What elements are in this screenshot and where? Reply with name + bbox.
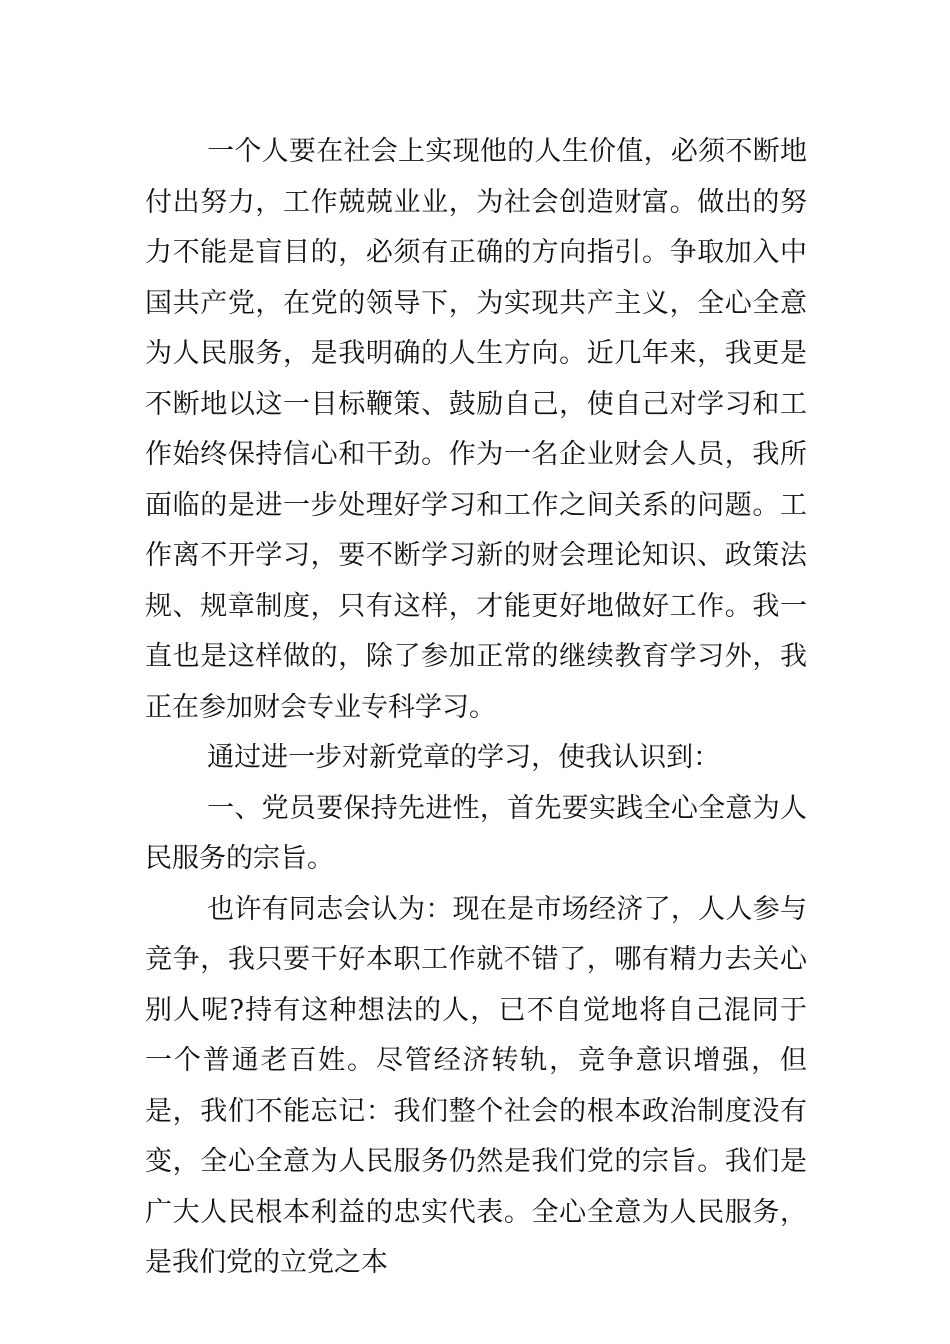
document-body <box>145 127 807 1289</box>
paragraph-2: 通过进一步对新党章的学习，使我认识到： <box>207 742 721 773</box>
paragraph-4: 也许有同志会认为：现在是市场经济了，人人参与竞争，我只要干好本职工作就不错了，哪有精力去关心别人呢?持有这种想法的人，已不自觉地将自己混同于一个普通老百姓。尽管经济转轨，竞争意识增强，但是，我们不能忘记：我们整个社会的根本政治制度没有变，全心全意为人民服务仍然是我们党的宗旨。我们是广大人民根本利益的忠实代表。全心全意为人民服务，是我们党的立党之本 <box>145 893 807 1278</box>
paragraph-3: 一、党员要保持先进性，首先要实践全心全意为人民服务的宗旨。 <box>145 792 807 874</box>
paragraph-1: 一个人要在社会上实现他的人生价值，必须不断地付出努力，工作兢兢业业，为社会创造财富。做出的努力不能是盲目的，必须有正确的方向指引。争取加入中国共产党，在党的领导下，为实现共产主义，全心全意为人民服务，是我明确的人生方向。近几年来，我更是不断地以这一目标鞭策、鼓励自己，使自己对学习和工作始终保持信心和干劲。作为一名企业财会人员，我所面临的是进一步处理好学习和工作之间关系的问题。工作离不开学习，要不断学习新的财会理论知识、政策法规、规章制度，只有这样，才能更好地做好工作。我一直也是这样做的，除了参加正常的继续教育学习外，我正在参加财会专业专科学习。 <box>145 136 807 723</box>
